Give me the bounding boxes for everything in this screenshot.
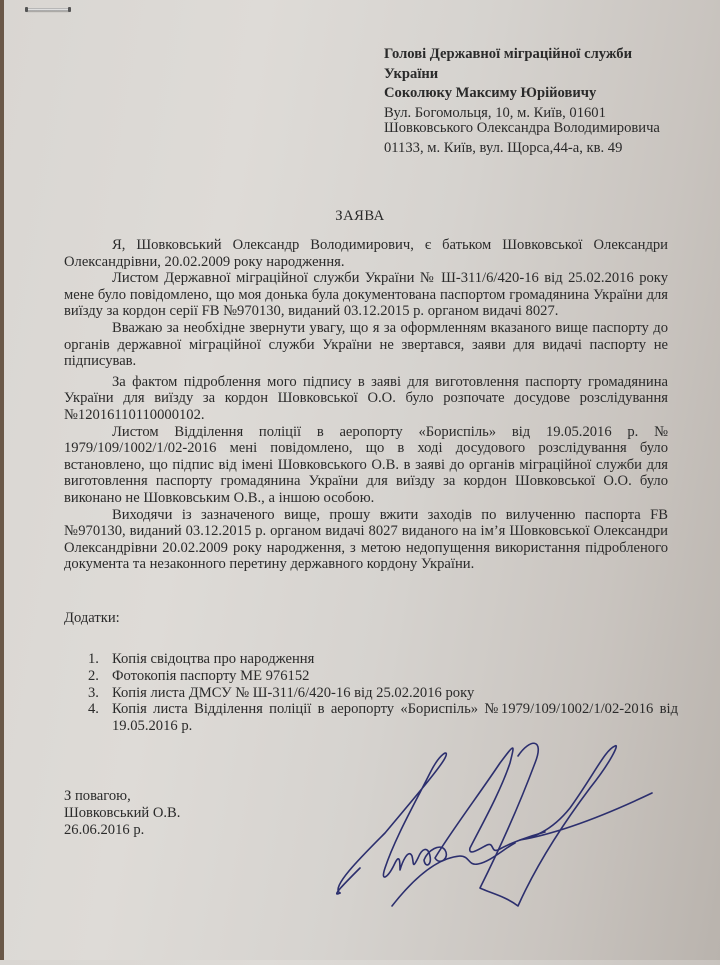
attachment-text: Копія листа Відділення поліції в аеропорту «Бориспіль» №1979/109/1002/1/02-2016 від 19.05.2016 р.: [112, 701, 678, 735]
paragraph: За фактом підроблення мого підпису в заяві для виготовлення паспорту громадянина України для виїзду за кордон Шовковської О.О. було розпочате досудове розслідування №12016110110000102.: [64, 373, 668, 423]
paragraph: Вважаю за необхідне звернути увагу, що я за оформленням вказаного вище паспорту до органів державної міграційної служби України не звертався, заяви для видачі паспорту не підписував.: [64, 319, 668, 370]
attachment-number: 2.: [88, 667, 99, 684]
staple-icon: [26, 8, 70, 11]
addressee-line-1: Голові Державної міграційної служби: [384, 46, 632, 62]
attachment-text: Копія листа ДМСУ № Ш-311/6/420-16 від 25.02.2016 року: [112, 684, 475, 701]
attachment-number: 1.: [88, 651, 99, 667]
attachment-item: [88, 668, 678, 685]
closing-regards: З повагою,: [64, 788, 131, 804]
signature-stroke: [480, 743, 652, 906]
paragraph: Виходячи із зазначеного вище, прошу вжити заходів по вилученню паспорта FB №970130, виданий 03.12.2015 р. органом видачі 8027 виданого на ім’я Шовковської Олександри Олександрівни 20.02.2009 року народження, з метою недопущення використання підробленого документа та незаконного перетину державного кордону України.: [64, 506, 668, 573]
document-body: [64, 237, 668, 573]
handwritten-signature: [300, 738, 720, 960]
addressee-line-2: України: [384, 65, 439, 82]
addressee-line-3: Соколюку Максиму Юрійовичу: [384, 85, 597, 101]
attachment-number: 3.: [88, 684, 99, 701]
paragraph: Я, Шовковський Олександр Володимирович, є батьком Шовковської Олександри Олександрівни, 20.02.2009 року народження.: [64, 237, 668, 270]
attachments-list: [88, 651, 678, 735]
signature-drawing: [300, 738, 720, 960]
closing-name: Шовковський О.В.: [64, 805, 181, 821]
desk-edge: [0, 0, 4, 960]
attachment-item: [88, 701, 678, 735]
attachments-title: Додатки:: [64, 610, 120, 626]
attachment-number: 4.: [88, 701, 99, 718]
attachment-item: [88, 685, 678, 702]
attachment-text: Копія свідоцтва про народження: [112, 651, 315, 667]
closing-date: 26.06.2016 р.: [64, 822, 145, 838]
closing-block: [64, 788, 180, 839]
signature-stroke: [338, 748, 545, 893]
attachment-text: Фотокопія паспорту МЕ 976152: [112, 667, 310, 684]
sender-address: 01133, м. Київ, вул. Щорса,44-а, кв. 49: [384, 139, 623, 156]
addressee-address: Вул. Богомольця, 10, м. Київ, 01601: [384, 104, 606, 121]
attachment-item: [88, 651, 678, 668]
paragraph: Листом Державної міграційної служби України № Ш-311/6/420-16 від 25.02.2016 року мене було повідомлено, що моя донька була документована паспортом громадянина України для виїзду за кордон серії FB №970130, виданий 03.12.2015 р. органом видачі 8027.: [64, 270, 668, 320]
sender-details: [384, 119, 714, 158]
sender-name: Шовковського Олександра Володимировича: [384, 120, 660, 136]
document-title: ЗАЯВА: [335, 208, 385, 224]
addressee-block: [384, 45, 714, 123]
paragraph: Листом Відділення поліції в аеропорту «Бориспіль» від 19.05.2016 р. № 1979/109/1002/1/02-2016 мені повідомлено, що в ході досудового розслідування було встановлено, що підпис від імені Шовковського О.В. в заяві до органів міграційної служби для виготовлення паспорту громадянина України для виїзду за кордон Шовковської О.О. було виконано не Шовковським О.В., а іншою особою.: [64, 423, 668, 506]
